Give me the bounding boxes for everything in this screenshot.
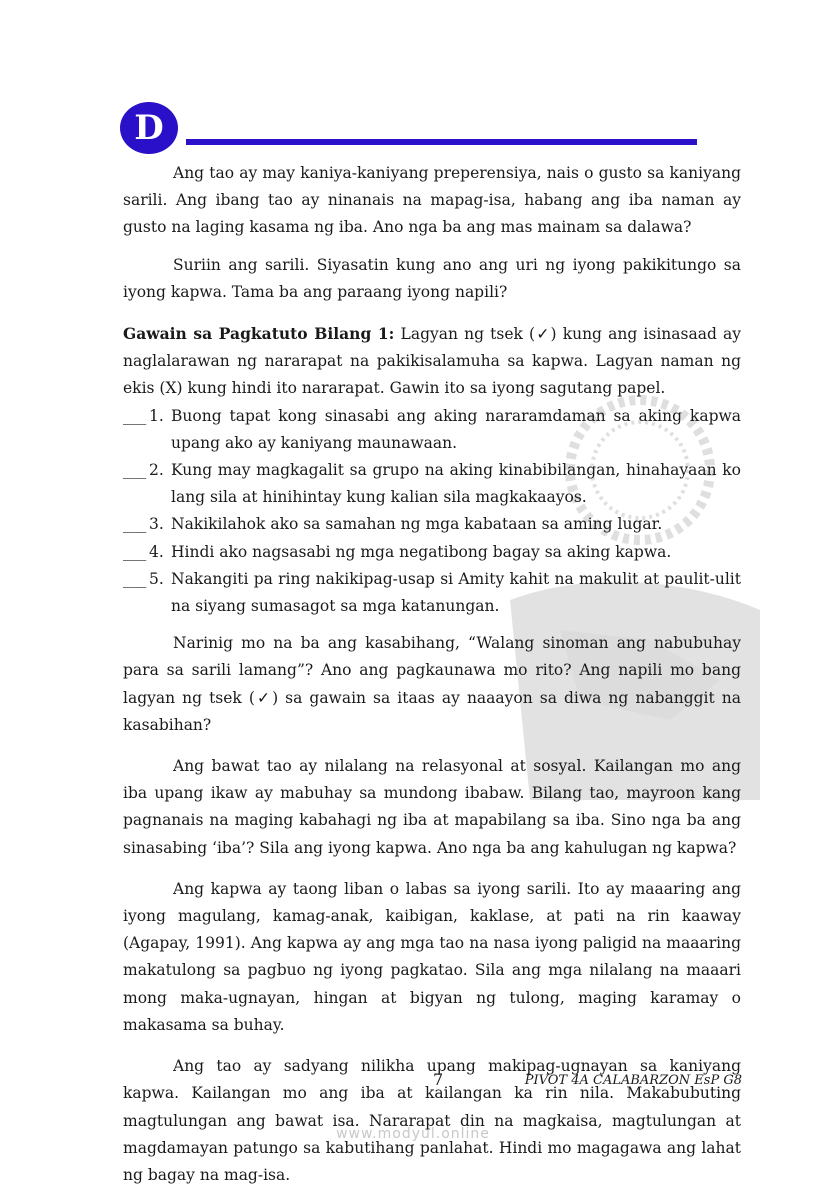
activity-instructions xyxy=(123,320,741,403)
item-number: 2. xyxy=(149,461,164,480)
answer-blank[interactable]: ___ xyxy=(123,569,147,588)
section-badge: D xyxy=(120,102,178,154)
page-number: 7 xyxy=(433,1070,444,1089)
body-paragraph: Ang tao ay sadyang nilikha upang makipag-ugnayan sa kaniyang kapwa. Kailangan mo ang iba at kailangan ka rin nila. Makabubuting magtulungan ang bawat isa. Nararapat din na magkaisa, magtulungan at magdamayan patungo sa kabutihang panlahat. Hindi mo magagawa ang lahat ng bagay na mag-isa. xyxy=(123,1057,741,1184)
body-paragraph: Ang bawat tao ay nilalang na relasyonal at sosyal. Kailangan mo ang iba upang ikaw ay mabuhay sa mundong ibabaw. Bilang tao, mayroon kang pagnanais na maging kabahagi ng iba at mapabilang sa iba. Sino nga ba ang sinasabing ‘iba’? Sila ang iyong kapwa. Ano nga ba ang kahulugan ng kapwa? xyxy=(123,757,741,857)
item-number: 4. xyxy=(149,542,164,561)
answer-blank[interactable]: ___ xyxy=(123,542,147,561)
page-content xyxy=(123,160,741,1189)
item-text: Hindi ako nagsasabi ng mga negatibong bagay sa aking kapwa. xyxy=(171,542,672,561)
body-paragraph: Narinig mo na ba ang kasabihang, “Walang sinoman ang nabubuhay para sa sarili lamang”? Ano ang pagkaunawa mo rito? Ang napili mo bang lagyan ng tsek (✓) sa gawain sa itaas ay naaayon sa diwa ng nabanggit na kasabihan? xyxy=(123,634,741,734)
module-code: PIVOT 4A CALABARZON EsP G8 xyxy=(524,1073,742,1088)
item-text: Kung may magkagalit sa grupo na aking kinabibilangan, hinahayaan ko lang sila at hinihintay kung kalian sila magkakaayos. xyxy=(171,461,741,507)
section-rule xyxy=(186,139,697,145)
item-number: 1. xyxy=(149,406,164,425)
item-text: Nakikilahok ako sa samahan ng mga kabataan sa aming lugar. xyxy=(171,515,663,534)
body-paragraph: Ang kapwa ay taong liban o labas sa iyong sarili. Ito ay maaaring ang iyong magulang, kamag-anak, kaibigan, kaklase, at pati na rin kaaway (Agapay, 1991). Ang kapwa ay ang mga tao na nasa iyong paligid na maaaring makatulong sa pagbuo ng iyong pagkatao. Sila ang mga nilalang na maaari mong maka-ugnayan, hingan at bigyan ng tulong, maging karamay o makasama sa buhay. xyxy=(123,879,741,1034)
answer-blank[interactable]: ___ xyxy=(123,515,147,534)
item-number: 3. xyxy=(149,515,164,534)
intro-paragraph: Suriin ang sarili. Siyasatin kung ano ang uri ng iyong pakikitungo sa iyong kapwa. Tama ba ang paraang iyong napili? xyxy=(123,255,741,301)
activity-title: Gawain sa Pagkatuto Bilang 1: xyxy=(123,324,395,344)
list-item xyxy=(123,403,741,457)
site-watermark: www.modyul.online xyxy=(336,1126,490,1142)
answer-blank[interactable]: ___ xyxy=(123,461,147,480)
list-item xyxy=(123,511,741,538)
item-text: Buong tapat kong sinasabi ang aking nararamdaman sa aking kapwa upang ako ay kaniyang maunawaan. xyxy=(171,406,741,452)
item-number: 5. xyxy=(149,569,164,588)
list-item xyxy=(123,539,741,566)
answer-blank[interactable]: ___ xyxy=(123,406,147,425)
list-item xyxy=(123,566,741,620)
activity-list xyxy=(123,403,741,621)
intro-paragraph: Ang tao ay may kaniya-kaniyang preperensiya, nais o gusto sa kaniyang sarili. Ang ibang tao ay ninanais na mapag-isa, habang ang iba naman ay gusto na laging kasama ng iba. Ano nga ba ang mas mainam sa dalawa? xyxy=(123,164,741,237)
activity-text: Lagyan ng tsek (✓) kung ang isinasaad ay naglalarawan ng nararapat na pakikisalamuha sa kapwa. Lagyan naman ng ekis (X) kung hindi ito nararapat. Gawin ito sa iyong sagutang papel. xyxy=(123,325,741,398)
list-item xyxy=(123,457,741,511)
item-text: Nakangiti pa ring nakikipag-usap si Amity kahit na makulit at paulit-ulit na siyang sumasagot sa mga katanungan. xyxy=(171,569,741,616)
